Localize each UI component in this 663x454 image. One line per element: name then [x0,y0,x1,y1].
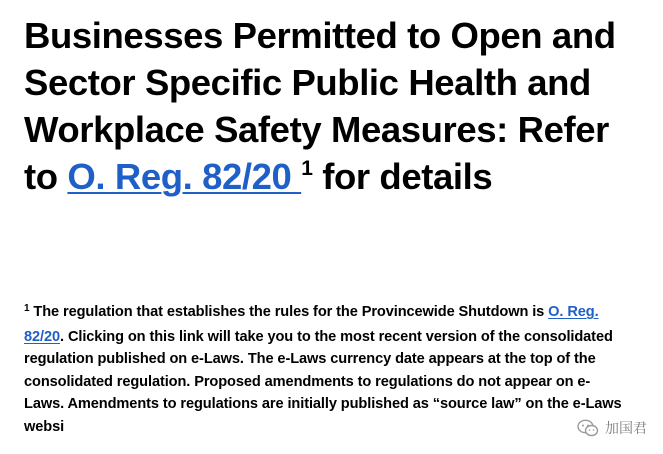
footnote-intro: The regulation that establishes the rules for the Provincewide Shutdown is [29,304,549,320]
footnote [24,301,624,438]
wechat-icon [577,419,599,437]
heading-suffix: for details [312,156,493,197]
watermark [573,416,651,440]
page-heading [24,12,644,206]
footnote-body: . Clicking on this link will take you to the most recent version of the consolidated regulation published on e-Laws. The e-Laws currency date appears at the top of the consolidated regulation. Proposed amendments to regulations do not appear on e-Laws. Amendments to regulations are initially published as “source law” on the e-Laws websi [24,328,622,435]
watermark-text: 加国君 [605,421,647,437]
heading-text: Businesses Permitted to Open and Sector Specific Public Health and Workplace Safety Measures: Refer to [24,15,616,197]
heading-regulation-link[interactable]: O. Reg. 82/20 [67,156,302,197]
heading-footnote-marker: 1 [301,157,313,180]
footnote-marker: 1 [24,303,30,314]
footnote-regulation-link[interactable]: O. Reg. 82/20 [24,304,599,345]
